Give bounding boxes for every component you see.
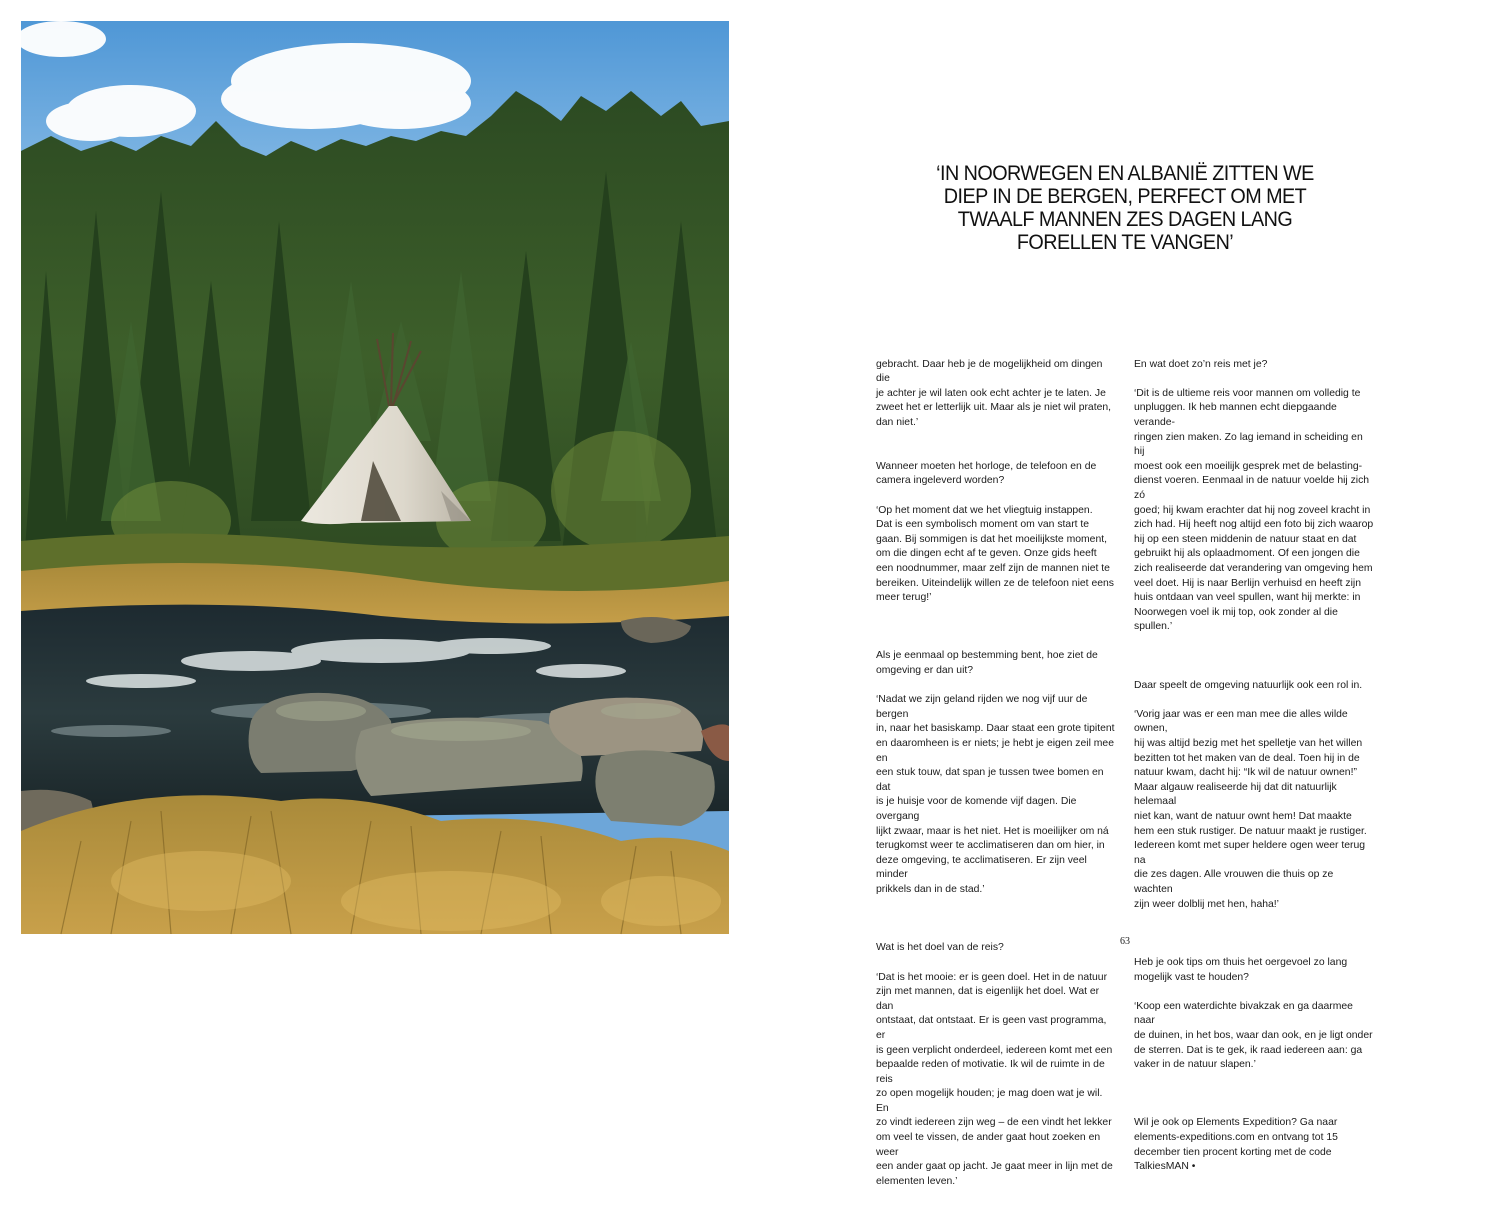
page-number: 63 — [1120, 936, 1130, 947]
pull-quote: ‘IN NOORWEGEN EN ALBANIË ZITTEN WE DIEP IN DE BERGEN, PERFECT OM MET TWAALF MANNEN ZES DAGEN LANG FORELLEN TE VANGEN’ — [936, 161, 1314, 254]
answer-text: gebracht. Daar heb je de mogelijkheid om dingen die je achter je wil laten ook echt achter je te laten. Je zweet het er letterlijk uit. Maar als je niet wil praten, dan niet.’ — [876, 358, 1112, 428]
paragraph — [1134, 1102, 1374, 1175]
answer-text: ‘Vorig jaar was er een man mee die alles wilde ownen, hij was altijd bezig met het spelletje van het willen bezitten tot het maken van de deal. Toen hij in de natuur kwam, dacht hij: “Ik wil de natuur ownen!” Maar algauw realiseerde hij dat dit natuurlijk helemaal niet kan, want de natuur ownt hem! Dat maakte hem een stuk rustiger. De natuur maakt je rustiger. Iedereen komt met super heldere ogen weer terug na die zes dagen. Alle vrouwen die thuis op ze wachten zijn weer dolblij met hen, haha!’ — [1134, 708, 1367, 910]
question-text: Daar speelt de omgeving natuurlijk ook een rol in. — [1134, 679, 1363, 691]
question-text: Heb je ook tips om thuis het oergevoel zo lang mogelijk vast te houden? — [1134, 956, 1348, 983]
answer-text: ‘Nadat we zijn geland rijden we nog vijf uur de bergen in, naar het basiskamp. Daar staat een grote tipitent en daaromheen is er niets; je hebt je eigen zeil mee en een stuk touw, dat span je tussen twee bomen en dat is je huisje voor de komende vijf dagen. Die overgang lijkt zwaar, maar is het niet. Het is moeilijker om ná terugkomst weer te acclimatiseren dan om hier, in deze omgeving, te acclimatiseren. Er zijn veel minder prikkels dan in de stad.’ — [876, 694, 1115, 895]
question-text: Wanneer moeten het horloge, de telefoon en de camera ingeleverd worden? — [876, 460, 1097, 487]
paragraph — [876, 343, 1116, 431]
article-column-right — [1134, 343, 1374, 1189]
question-text: En wat doet zo’n reis met je? — [1134, 358, 1268, 370]
paragraph — [1134, 343, 1374, 649]
answer-text: ‘Dit is de ultieme reis voor mannen om volledig te unpluggen. Ik heb mannen echt diepgaande verande- ringen zien maken. Zo lag iemand in scheiding en hij moest ook een moeilijk gesprek met de belasting- dienst voeren. Eenmaal in de natuur voelde hij zich zó goed; hij kwam erachter dat hij nog zoveel kracht in zich had. Hij heeft nog altijd een foto bij zich waarop hij op een steen middenin de natuur staat en dat gebruikt hij als oplaadmoment. Of een jongen die zich realiseerde dat verandering van omgeving hem veel doet. Hij is naar Berlijn verhuisd en heeft zijn huis ontdaan van veel spullen, want hij merkte: in Noorwegen voel ik mij top, ook zonder al die spullen.’ — [1134, 387, 1374, 633]
paragraph — [876, 927, 1116, 1204]
answer-text: Wil je ook op Elements Expedition? Ga naar elements-expeditions.com en ontvang tot 15 december tien procent korting met de code TalkiesMAN • — [1134, 1117, 1338, 1173]
paragraph — [876, 445, 1116, 620]
question-text: Als je eenmaal op bestemming bent, hoe ziet de omgeving er dan uit? — [876, 650, 1098, 677]
answer-text: ‘Op het moment dat we het vliegtuig instappen. Dat is een symbolisch moment om van start te gaan. Bij sommigen is dat het moeilijkste moment, om die dingen echt af te geven. Onze gids heeft een noodnummer, maar zelf zijn de mannen niet te bereiken. Uiteindelijk willen ze de telefoon niet eens meer terug!’ — [876, 504, 1114, 604]
article-column-left — [876, 343, 1116, 1219]
answer-text: ‘Dat is het mooie: er is geen doel. Het in de natuur zijn met mannen, dat is eigenlijk het doel. Wat er dan ontstaat, dat ontstaat. Er is geen vast programma, er is geen verplicht onderdeel, iedereen komt met een bepaalde reden of motivatie. Ik wil de ruimte in de reis zo open mogelijk houden; je mag doen wat je wil. En zo vindt iedereen zijn weg – de een vindt het lekker om veel te vissen, de ander gaat hout zoeken en weer een ander gaat op jacht. Je gaat meer in lijn met de elementen leven.’ — [876, 971, 1113, 1187]
paragraph — [1134, 941, 1374, 1087]
paragraph — [876, 635, 1116, 912]
question-text: Wat is het doel van de reis? — [876, 942, 1004, 954]
photo-scene — [21, 21, 729, 934]
teepee-river-photo — [21, 21, 729, 934]
answer-text: ‘Koop een waterdichte bivakzak en ga daarmee naar de duinen, in het bos, waar dan ook, en je ligt onder de sterren. Dat is te gek, ik raad iedereen aan: ga vaker in de natuur slapen.’ — [1134, 1000, 1373, 1071]
paragraph — [1134, 664, 1374, 927]
